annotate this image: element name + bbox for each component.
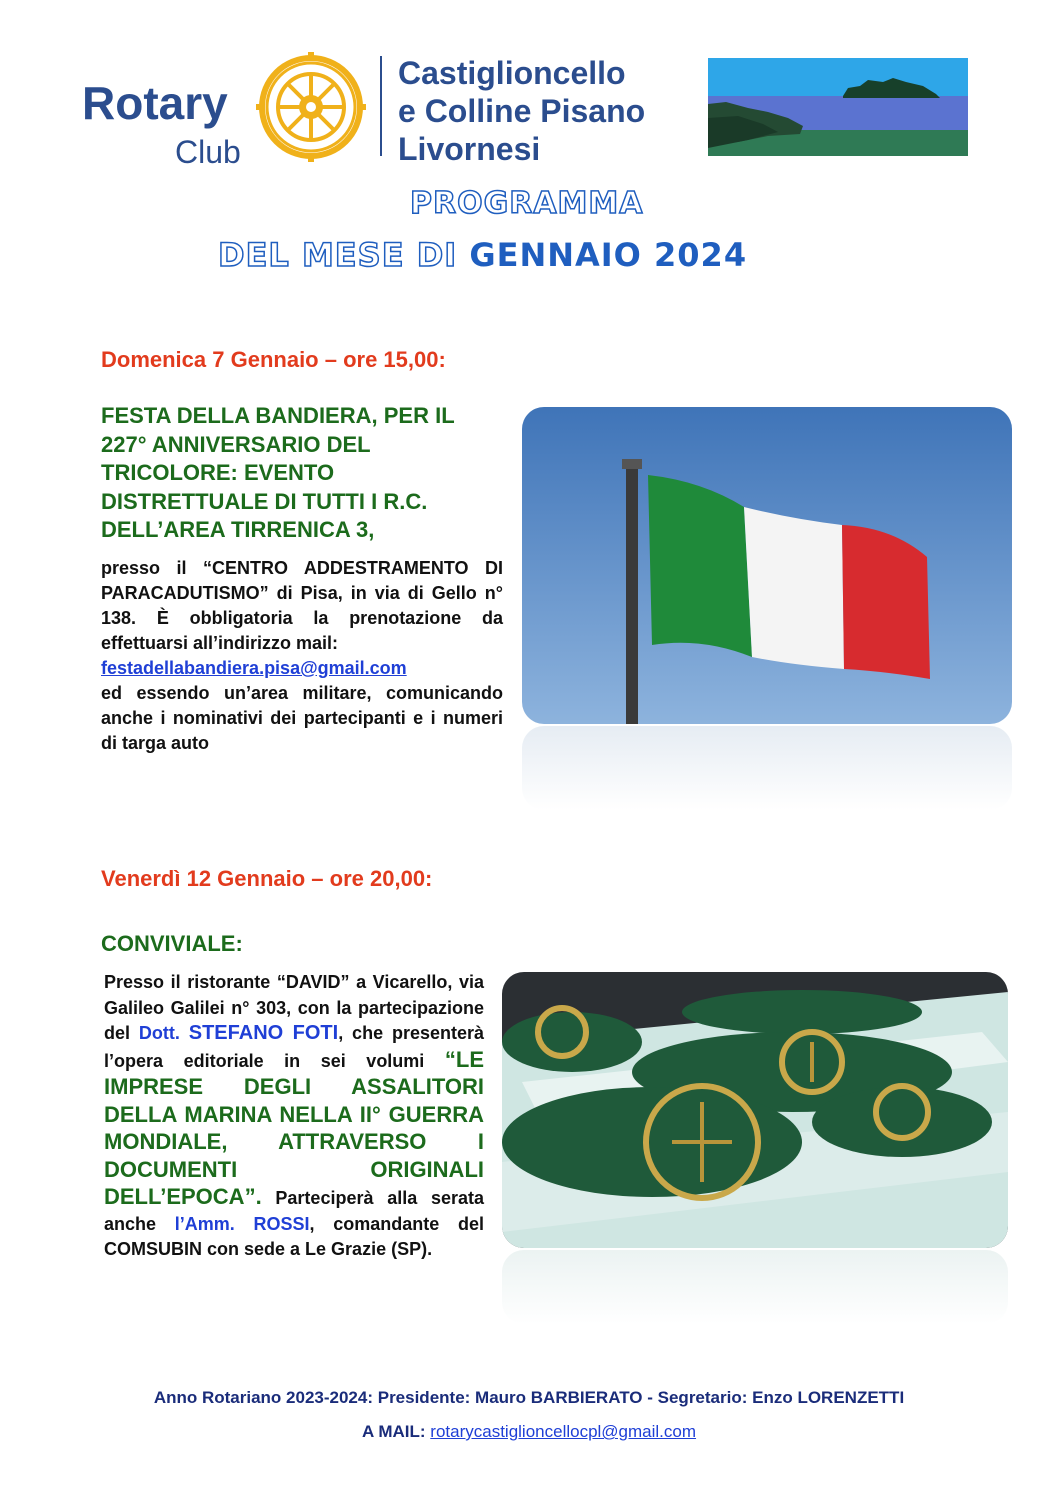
event1-title-line: FESTA DELLA BANDIERA, PER IL	[101, 403, 455, 428]
rotary-logo-word: Rotary	[82, 77, 228, 129]
footer-line1-b: - Segretario: Enzo	[642, 1388, 798, 1407]
event2-amm-rossi: l’Amm. ROSSI	[174, 1213, 310, 1234]
club-name-line-3: Livornesi	[398, 131, 541, 167]
event2-speaker: STEFANO FOTI	[188, 1022, 339, 1044]
event1-date: Domenica 7 Gennaio – ore 15,00:	[101, 347, 446, 372]
event1-body-after-link: ed essendo un’area militare, comunicando anche i nominativi dei partecipanti e i numeri di targa auto	[101, 683, 503, 753]
title-month	[218, 236, 747, 274]
italian-flag-photo	[522, 407, 1012, 724]
footer-secretary-surname: LORENZETTI	[797, 1388, 905, 1407]
club-name-line-2: e Colline Pisano	[398, 93, 646, 129]
footer-mail	[0, 1422, 1058, 1442]
event1-title	[101, 402, 503, 545]
event2-body-2: , che presenterà l’opera editoriale in sei volumi	[104, 1023, 484, 1071]
event2-body-4: , comandante del COMSUBIN con sede a Le Grazie (SP).	[104, 1213, 484, 1259]
title-programma: PROGRAMMA	[410, 186, 644, 221]
event1-title-line: TRICOLORE: EVENTO	[101, 460, 335, 485]
rotary-wheel-icon	[256, 52, 366, 162]
flag-photo-reflection	[522, 726, 1012, 810]
event2-body-3: Parteciperà alla serata anche	[104, 1188, 484, 1234]
event1-body-before-link: presso il “CENTRO ADDESTRAMENTO DI PARACADUTISMO” di Pisa, in via di Gello n° 138. È obbligatoria la prenotazione da effettuarsi all’indirizzo mail:	[101, 558, 503, 653]
footer-mail-link[interactable]: rotarycastiglioncellocpl@gmail.com	[430, 1422, 697, 1441]
event2-date: Venerdì 12 Gennaio – ore 20,00:	[101, 866, 433, 891]
event1-title-line: 227° ANNIVERSARIO DEL	[101, 431, 371, 457]
event1-email-link[interactable]: festadellabandiera.pisa@gmail.com	[101, 658, 407, 678]
italian-flag-illustration	[522, 407, 1012, 724]
footer-president-surname: BARBIERATO	[530, 1388, 643, 1407]
event2-body-1: Presso il ristorante “DAVID” a Vicarello, via Galileo Galilei n° 303, con la partecipazione del	[104, 972, 484, 1043]
title-month-name: GENNAIO 2024	[469, 236, 748, 274]
green-berets-illustration	[502, 972, 1008, 1248]
event2-title: CONVIVIALE:	[101, 931, 243, 956]
footer-mail-label: A MAIL:	[361, 1422, 431, 1441]
club-name-line-1: Castiglioncello	[398, 55, 626, 91]
title-month-prefix: DEL MESE DI	[218, 236, 470, 274]
event1-title-line: DELL’AREA TIRRENICA 3,	[101, 517, 375, 542]
header-divider	[380, 56, 382, 156]
footer-officers	[0, 1388, 1058, 1408]
coastline-landscape-image	[708, 58, 968, 156]
event2-description	[104, 970, 484, 1263]
event2-book-title: “LE IMPRESE DEGLI ASSALITORI DELLA MARINA NELLA II° GUERRA MONDIALE, ATTRAVERSO I DOCUMENTI ORIGINALI DELL’EPOCA”.	[104, 1046, 484, 1209]
green-berets-photo	[502, 972, 1008, 1248]
event2-dott: Dott.	[138, 1023, 180, 1043]
rotary-logo-club: Club	[175, 134, 241, 170]
footer-line1-a: Anno Rotariano 2023-2024: Presidente: Mauro	[153, 1388, 531, 1407]
club-name	[398, 54, 645, 168]
berets-photo-reflection	[502, 1250, 1008, 1324]
event1-description	[101, 556, 503, 756]
event1-title-line: DISTRETTUALE DI TUTTI I R.C.	[101, 488, 428, 514]
